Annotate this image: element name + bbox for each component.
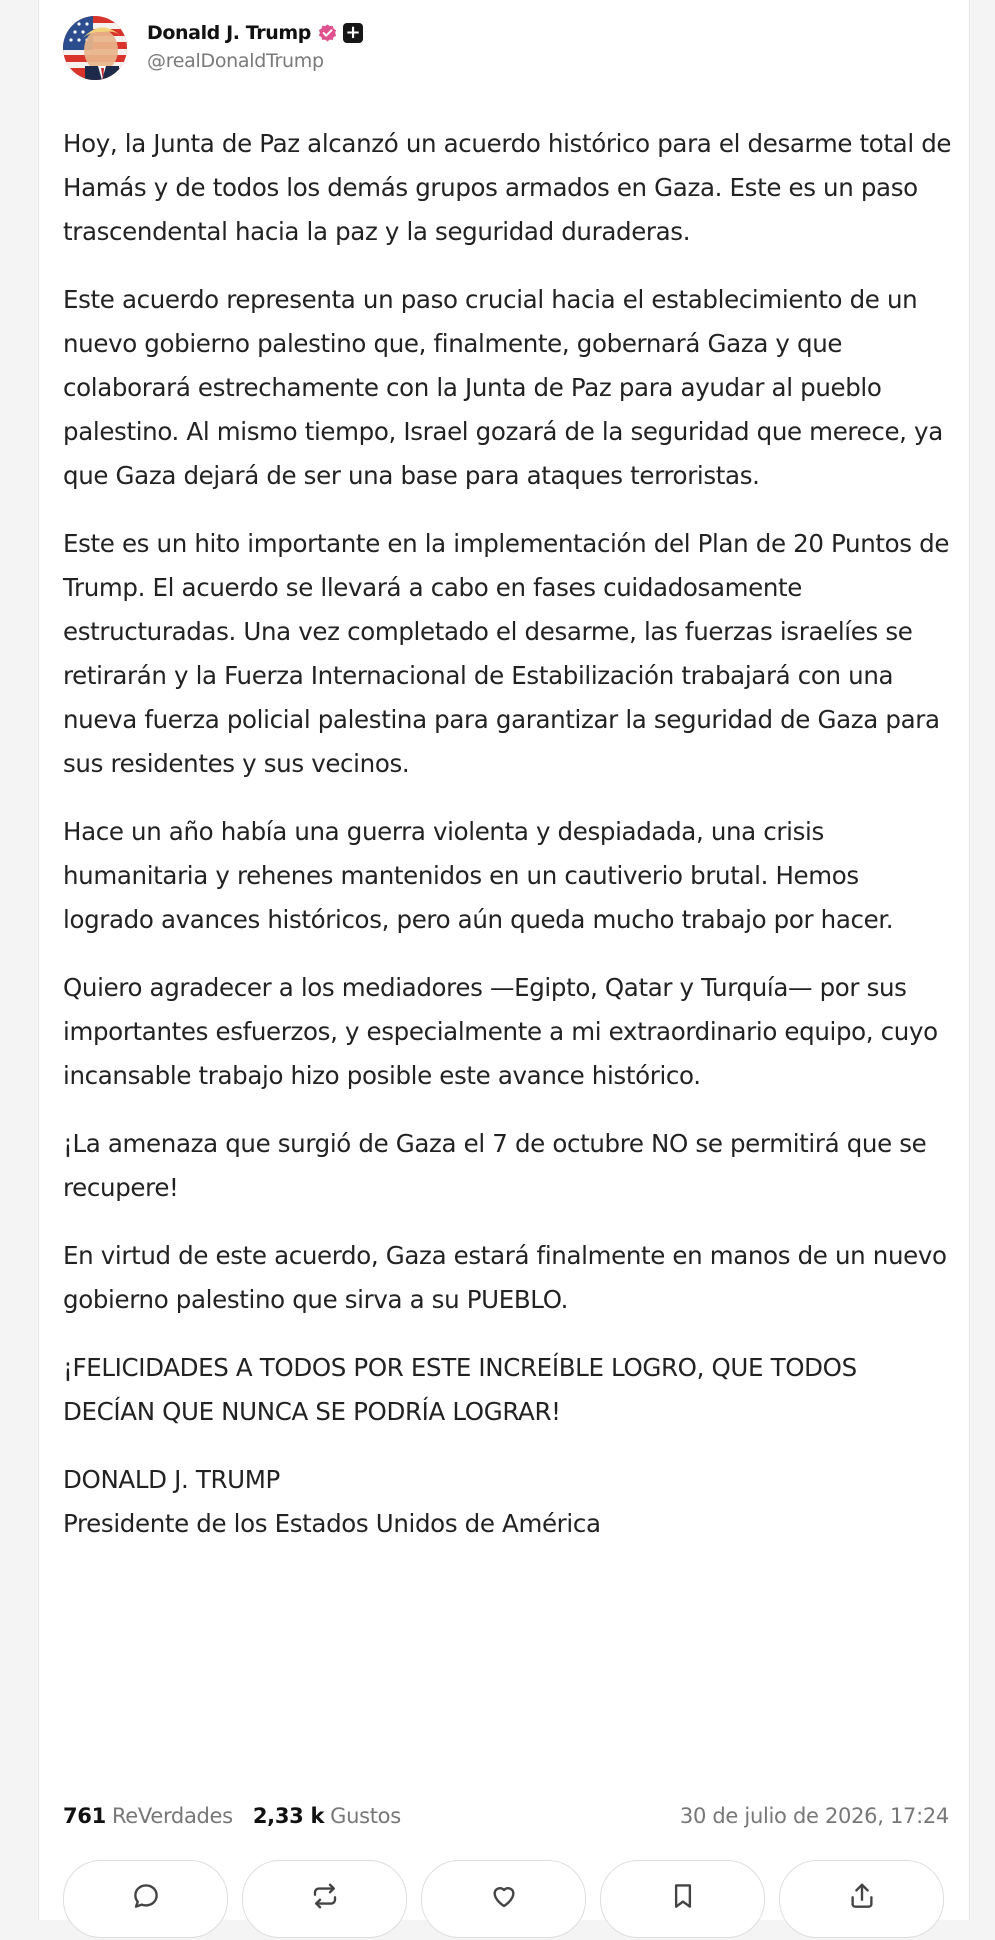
retruth-button[interactable] xyxy=(242,1860,407,1938)
avatar[interactable] xyxy=(63,16,127,80)
verified-badge-icon xyxy=(317,23,338,44)
post-paragraph: Este acuerdo representa un paso crucial hacia el establecimiento de un nuevo gobierno palestino que, finalmente, gobernará Gaza y que colaborará estrechamente con la Junta de Paz para ayudar al pueblo palestino. Al mismo tiempo, Israel gozará de la seguridad que merece, ya que Gaza dejará de ser una base para ataques terroristas. xyxy=(63,285,943,490)
post-paragraph: Hoy, la Junta de Paz alcanzó un acuerdo histórico para el desarme total de Hamás y de todos los demás grupos armados en Gaza. Este es un paso trascendental hacia la paz y la seguridad duraderas. xyxy=(63,129,952,246)
heart-icon xyxy=(489,1881,519,1911)
author-name[interactable]: Donald J. Trump xyxy=(147,22,311,44)
post-stats xyxy=(63,1798,949,1834)
post-timestamp[interactable]: 30 de julio de 2026, 17:24 xyxy=(679,1804,949,1828)
post-card xyxy=(38,0,970,1920)
post-paragraph: En virtud de este acuerdo, Gaza estará finalmente en manos de un nuevo gobierno palestino que sirva a su PUEBLO. xyxy=(63,1241,947,1314)
post-paragraph: Este es un hito importante en la implementación del Plan de 20 Puntos de Trump. El acuerdo se llevará a cabo en fases cuidadosamente estructuradas. Una vez completado el desarme, las fuerzas israelíes se retirarán y la Fuerza Internacional de Estabilización trabajará con una nueva fuerza policial palestina para garantizar la seguridad de Gaza para sus residentes y sus vecinos. xyxy=(63,529,950,778)
post-header xyxy=(63,16,363,86)
post-paragraph: Hace un año había una guerra violenta y despiadada, una crisis humanitaria y rehenes mantenidos en un cautiverio brutal. Hemos logrado avances históricos, pero aún queda mucho trabajo por hacer. xyxy=(63,817,894,934)
reposts-label[interactable]: ReVerdades xyxy=(111,1804,233,1828)
signature-title: Presidente de los Estados Unidos de América xyxy=(63,1509,601,1538)
post-paragraph: ¡FELICIDADES A TODOS POR ESTE INCREÍBLE LOGRO, QUE TODOS DECÍAN QUE NUNCA SE PODRÍA LOGRAR! xyxy=(63,1353,857,1426)
reposts-count[interactable]: 761 xyxy=(63,1804,106,1828)
bookmark-icon xyxy=(668,1881,698,1911)
share-button[interactable] xyxy=(779,1860,944,1938)
like-button[interactable] xyxy=(421,1860,586,1938)
post-paragraph: Quiero agradecer a los mediadores —Egipto, Qatar y Turquía— por sus importantes esfuerzos, y especialmente a mi extraordinario equipo, cuyo incansable trabajo hizo posible este avance histórico. xyxy=(63,973,938,1090)
plus-badge-icon: + xyxy=(343,23,363,43)
signature-name: DONALD J. TRUMP xyxy=(63,1465,280,1494)
reply-icon xyxy=(131,1881,161,1911)
bookmark-button[interactable] xyxy=(600,1860,765,1938)
likes-label[interactable]: Gustos xyxy=(330,1804,401,1828)
retruth-icon xyxy=(310,1881,340,1911)
share-icon xyxy=(847,1881,877,1911)
post-body xyxy=(63,122,953,1546)
post-signature xyxy=(63,1458,953,1546)
action-bar xyxy=(63,1860,953,1940)
reply-button[interactable] xyxy=(63,1860,228,1938)
likes-count[interactable]: 2,33 k xyxy=(252,1804,325,1828)
author-handle[interactable]: @realDonaldTrump xyxy=(147,50,324,72)
post-paragraph: ¡La amenaza que surgió de Gaza el 7 de octubre NO se permitirá que se recupere! xyxy=(63,1129,927,1202)
